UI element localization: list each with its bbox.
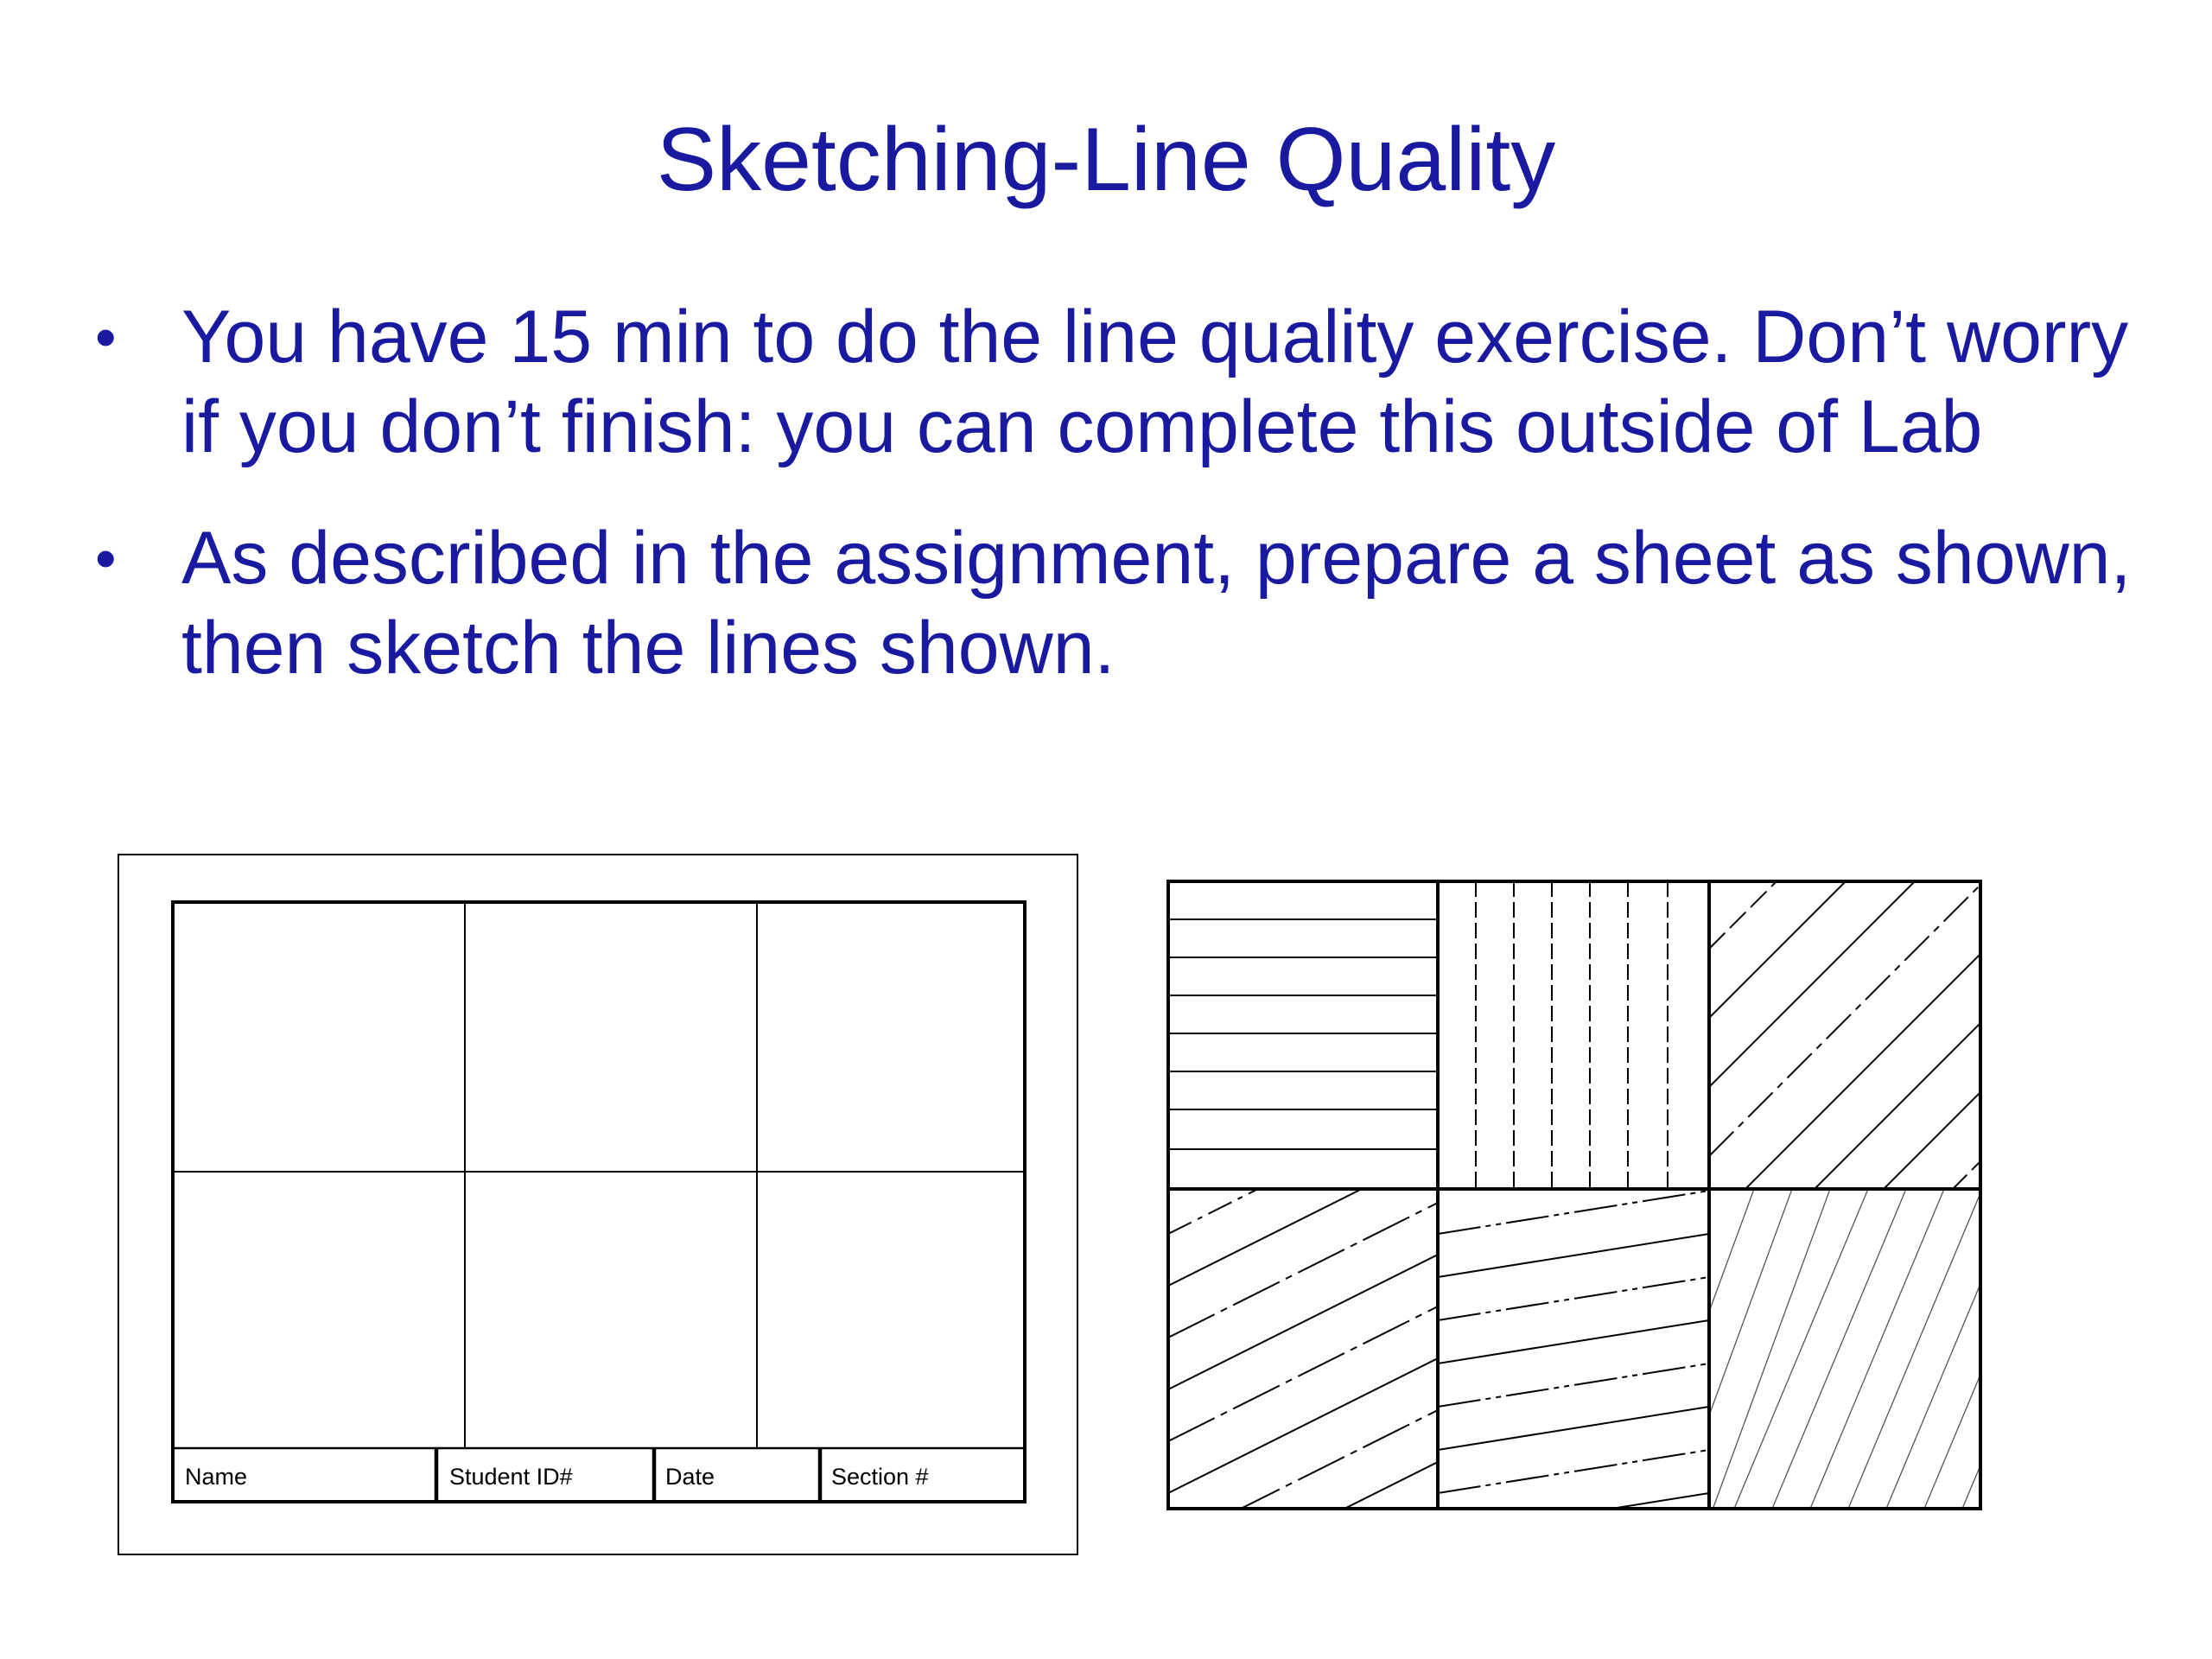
bullet-text: As described in the assignment, prepare a sheet as shown, then sketch the lines shown. (181, 517, 2132, 690)
example-slanted-phantom-lines (1438, 1191, 1709, 1510)
slide-title: Sketching-Line Quality (656, 110, 1556, 210)
example-vertical-dashed-lines (1476, 881, 1668, 1189)
example-light-hatch-lines (1709, 1189, 1982, 1510)
example-diagonal-center-lines (1168, 1189, 1982, 1510)
title-block-name-label: Name (185, 1464, 248, 1490)
line-quality-examples (1166, 880, 1982, 1510)
bullet-icon: • (95, 524, 117, 592)
title-block-date-label: Date (665, 1464, 715, 1490)
sheet-paper-border (118, 855, 1077, 1554)
title-block-section-label: Section # (831, 1464, 929, 1490)
example-horizontal-lines (1168, 919, 1438, 1149)
bullet-text: You have 15 min to do the line quality exercise. Don’t worry if you don’t finish: you can complete this outside of Lab (181, 296, 2129, 468)
example-diagonal-lines (1709, 881, 1982, 1191)
examples-grid-frame (1168, 881, 1980, 1509)
sheet-layout-drawing (118, 854, 1078, 1555)
bullet-list (95, 292, 2152, 734)
bullet-item-instructions (95, 513, 2152, 693)
bullet-icon: • (95, 303, 117, 371)
bullet-item-time-limit (95, 292, 2152, 472)
title-block-student-id-label: Student ID# (449, 1464, 573, 1490)
